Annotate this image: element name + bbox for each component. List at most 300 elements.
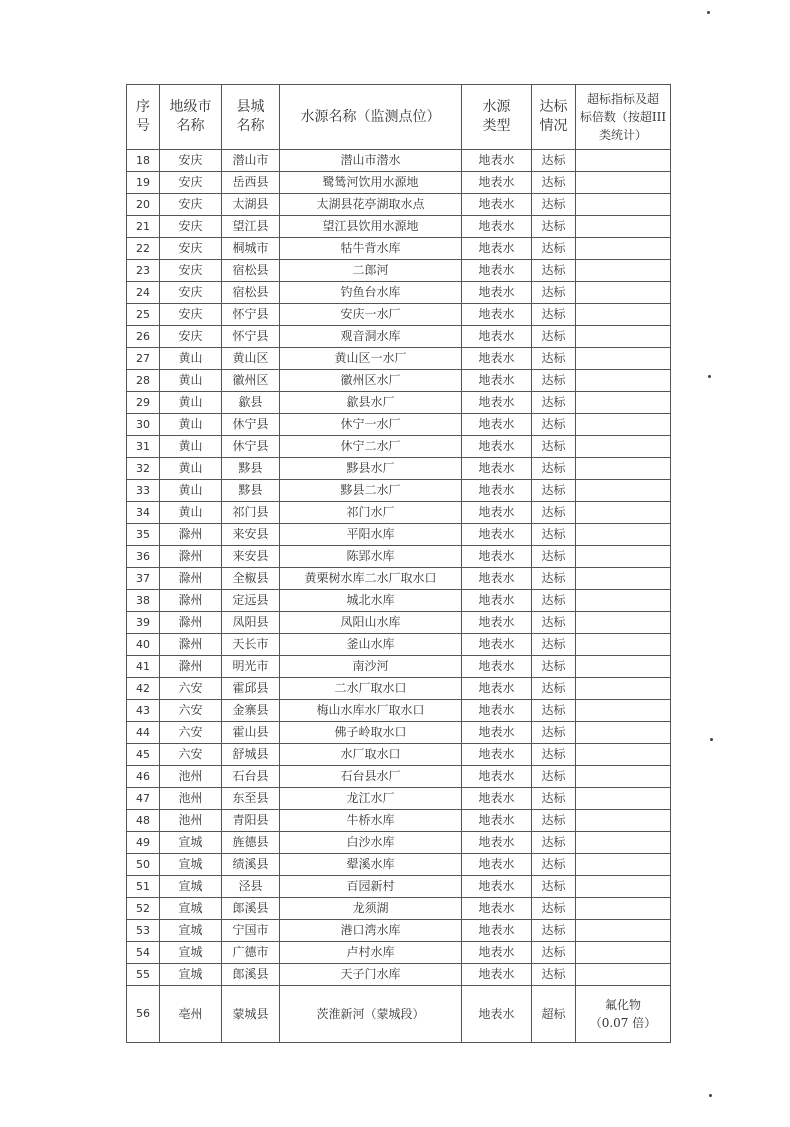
table-row — [127, 942, 671, 964]
cell-city: 宣城 — [160, 920, 222, 942]
cell-compliance: 达标 — [532, 722, 576, 744]
cell-seq: 36 — [127, 546, 160, 568]
cell-compliance: 达标 — [532, 590, 576, 612]
cell-seq: 23 — [127, 260, 160, 282]
cell-source-type: 地表水 — [462, 326, 532, 348]
cell-seq: 53 — [127, 920, 160, 942]
cell-city: 宣城 — [160, 854, 222, 876]
table-row — [127, 458, 671, 480]
cell-city: 安庆 — [160, 260, 222, 282]
cell-compliance: 达标 — [532, 700, 576, 722]
cell-exceed — [576, 898, 671, 920]
cell-compliance: 达标 — [532, 766, 576, 788]
cell-seq: 50 — [127, 854, 160, 876]
cell-seq: 56 — [127, 986, 160, 1043]
cell-compliance: 达标 — [532, 898, 576, 920]
cell-compliance: 达标 — [532, 744, 576, 766]
cell-seq: 26 — [127, 326, 160, 348]
cell-compliance: 达标 — [532, 348, 576, 370]
table-row — [127, 568, 671, 590]
cell-source-type: 地表水 — [462, 524, 532, 546]
cell-source-name: 佛子岭取水口 — [280, 722, 462, 744]
cell-seq: 30 — [127, 414, 160, 436]
cell-source-type: 地表水 — [462, 920, 532, 942]
scan-speck — [709, 1094, 712, 1097]
cell-source-name: 黟县水厂 — [280, 458, 462, 480]
cell-seq: 18 — [127, 150, 160, 172]
cell-exceed — [576, 656, 671, 678]
cell-exceed — [576, 172, 671, 194]
cell-source-type: 地表水 — [462, 260, 532, 282]
cell-source-name: 徽州区水厂 — [280, 370, 462, 392]
cell-source-type: 地表水 — [462, 150, 532, 172]
cell-exceed — [576, 634, 671, 656]
cell-source-name: 歙县水厂 — [280, 392, 462, 414]
cell-city: 宣城 — [160, 942, 222, 964]
cell-city: 池州 — [160, 766, 222, 788]
table-row — [127, 766, 671, 788]
cell-exceed — [576, 590, 671, 612]
cell-seq: 48 — [127, 810, 160, 832]
cell-source-name: 凤阳山水库 — [280, 612, 462, 634]
cell-compliance: 达标 — [532, 216, 576, 238]
table-row — [127, 436, 671, 458]
header-seq: 序 号 — [127, 85, 160, 150]
table-body — [127, 150, 671, 1043]
cell-source-type: 地表水 — [462, 304, 532, 326]
cell-compliance: 达标 — [532, 612, 576, 634]
table-row — [127, 392, 671, 414]
cell-source-name: 石台县水厂 — [280, 766, 462, 788]
table-row — [127, 172, 671, 194]
cell-county: 徽州区 — [222, 370, 280, 392]
cell-county: 休宁县 — [222, 436, 280, 458]
cell-seq: 46 — [127, 766, 160, 788]
cell-exceed — [576, 766, 671, 788]
table-row — [127, 634, 671, 656]
header-row — [127, 85, 671, 150]
cell-source-type: 地表水 — [462, 722, 532, 744]
cell-county: 金寨县 — [222, 700, 280, 722]
scan-speck — [710, 738, 713, 741]
cell-compliance: 达标 — [532, 194, 576, 216]
cell-county: 太湖县 — [222, 194, 280, 216]
cell-city: 安庆 — [160, 326, 222, 348]
cell-source-type: 地表水 — [462, 832, 532, 854]
cell-source-name: 黄山区一水厂 — [280, 348, 462, 370]
cell-seq: 54 — [127, 942, 160, 964]
cell-exceed — [576, 832, 671, 854]
cell-city: 黄山 — [160, 392, 222, 414]
cell-source-type: 地表水 — [462, 766, 532, 788]
cell-source-type: 地表水 — [462, 414, 532, 436]
cell-seq: 22 — [127, 238, 160, 260]
cell-county: 怀宁县 — [222, 304, 280, 326]
cell-source-name: 釜山水库 — [280, 634, 462, 656]
cell-compliance: 达标 — [532, 832, 576, 854]
cell-seq: 28 — [127, 370, 160, 392]
cell-source-type: 地表水 — [462, 964, 532, 986]
cell-compliance: 达标 — [532, 304, 576, 326]
cell-compliance: 超标 — [532, 986, 576, 1043]
cell-source-name: 白沙水库 — [280, 832, 462, 854]
cell-county: 定远县 — [222, 590, 280, 612]
table-row — [127, 920, 671, 942]
cell-county: 广德市 — [222, 942, 280, 964]
cell-source-type: 地表水 — [462, 590, 532, 612]
table-row — [127, 480, 671, 502]
cell-exceed — [576, 788, 671, 810]
table-row — [127, 502, 671, 524]
cell-exceed — [576, 810, 671, 832]
cell-county: 祁门县 — [222, 502, 280, 524]
cell-source-type: 地表水 — [462, 986, 532, 1043]
cell-compliance: 达标 — [532, 392, 576, 414]
cell-seq: 21 — [127, 216, 160, 238]
cell-city: 黄山 — [160, 436, 222, 458]
table-row — [127, 238, 671, 260]
table-row — [127, 326, 671, 348]
cell-exceed — [576, 216, 671, 238]
cell-city: 黄山 — [160, 502, 222, 524]
cell-city: 六安 — [160, 744, 222, 766]
cell-source-type: 地表水 — [462, 876, 532, 898]
cell-exceed — [576, 546, 671, 568]
table-row — [127, 260, 671, 282]
cell-exceed — [576, 194, 671, 216]
cell-source-name: 黄栗树水库二水厂取水口 — [280, 568, 462, 590]
table-row — [127, 370, 671, 392]
cell-source-type: 地表水 — [462, 898, 532, 920]
table-row — [127, 216, 671, 238]
cell-seq: 38 — [127, 590, 160, 612]
cell-source-type: 地表水 — [462, 194, 532, 216]
cell-city: 黄山 — [160, 370, 222, 392]
cell-city: 六安 — [160, 700, 222, 722]
cell-source-name: 太湖县花亭湖取水点 — [280, 194, 462, 216]
cell-compliance: 达标 — [532, 546, 576, 568]
cell-county: 桐城市 — [222, 238, 280, 260]
cell-exceed — [576, 304, 671, 326]
cell-source-type: 地表水 — [462, 238, 532, 260]
cell-city: 黄山 — [160, 414, 222, 436]
cell-county: 东至县 — [222, 788, 280, 810]
cell-exceed — [576, 502, 671, 524]
table-row — [127, 348, 671, 370]
cell-source-type: 地表水 — [462, 458, 532, 480]
cell-source-name: 天子门水库 — [280, 964, 462, 986]
cell-source-name: 南沙河 — [280, 656, 462, 678]
cell-source-name: 梅山水库水厂取水口 — [280, 700, 462, 722]
cell-county: 黟县 — [222, 458, 280, 480]
cell-source-type: 地表水 — [462, 480, 532, 502]
cell-source-name: 牛桥水库 — [280, 810, 462, 832]
cell-source-type: 地表水 — [462, 348, 532, 370]
cell-exceed — [576, 480, 671, 502]
cell-source-type: 地表水 — [462, 568, 532, 590]
cell-city: 滁州 — [160, 656, 222, 678]
header-source-type: 水源 类型 — [462, 85, 532, 150]
cell-seq: 51 — [127, 876, 160, 898]
cell-county: 霍邱县 — [222, 678, 280, 700]
cell-source-type: 地表水 — [462, 392, 532, 414]
cell-seq: 27 — [127, 348, 160, 370]
cell-source-name: 翚溪水库 — [280, 854, 462, 876]
cell-city: 安庆 — [160, 216, 222, 238]
table-row — [127, 656, 671, 678]
cell-seq: 29 — [127, 392, 160, 414]
cell-seq: 43 — [127, 700, 160, 722]
header-compliance: 达标 情况 — [532, 85, 576, 150]
scan-speck — [708, 375, 711, 378]
table-row — [127, 744, 671, 766]
table-row — [127, 414, 671, 436]
cell-source-type: 地表水 — [462, 700, 532, 722]
cell-county: 明光市 — [222, 656, 280, 678]
cell-county: 舒城县 — [222, 744, 280, 766]
cell-seq: 24 — [127, 282, 160, 304]
cell-source-name: 休宁二水厂 — [280, 436, 462, 458]
cell-compliance: 达标 — [532, 480, 576, 502]
cell-source-type: 地表水 — [462, 546, 532, 568]
cell-compliance: 达标 — [532, 656, 576, 678]
table-row — [127, 722, 671, 744]
cell-exceed — [576, 414, 671, 436]
cell-exceed — [576, 612, 671, 634]
cell-source-name: 龙须湖 — [280, 898, 462, 920]
cell-compliance: 达标 — [532, 326, 576, 348]
cell-compliance: 达标 — [532, 634, 576, 656]
cell-compliance: 达标 — [532, 876, 576, 898]
cell-county: 岳西县 — [222, 172, 280, 194]
cell-seq: 42 — [127, 678, 160, 700]
cell-source-type: 地表水 — [462, 370, 532, 392]
cell-city: 池州 — [160, 810, 222, 832]
cell-source-name: 鹭鸶河饮用水源地 — [280, 172, 462, 194]
cell-exceed — [576, 282, 671, 304]
cell-exceed — [576, 436, 671, 458]
table-row — [127, 524, 671, 546]
cell-source-name: 平阳水库 — [280, 524, 462, 546]
cell-city: 黄山 — [160, 458, 222, 480]
cell-seq: 33 — [127, 480, 160, 502]
cell-exceed — [576, 722, 671, 744]
cell-county: 潜山市 — [222, 150, 280, 172]
cell-county: 绩溪县 — [222, 854, 280, 876]
table-row — [127, 854, 671, 876]
cell-exceed — [576, 744, 671, 766]
cell-city: 滁州 — [160, 568, 222, 590]
table-row — [127, 788, 671, 810]
cell-exceed — [576, 260, 671, 282]
cell-seq: 37 — [127, 568, 160, 590]
cell-city: 黄山 — [160, 480, 222, 502]
cell-seq: 25 — [127, 304, 160, 326]
cell-seq: 44 — [127, 722, 160, 744]
cell-exceed — [576, 568, 671, 590]
cell-county: 天长市 — [222, 634, 280, 656]
cell-seq: 45 — [127, 744, 160, 766]
cell-source-name: 黟县二水厂 — [280, 480, 462, 502]
cell-county: 蒙城县 — [222, 986, 280, 1043]
cell-source-type: 地表水 — [462, 854, 532, 876]
cell-seq: 52 — [127, 898, 160, 920]
cell-compliance: 达标 — [532, 260, 576, 282]
cell-seq: 49 — [127, 832, 160, 854]
cell-city: 宣城 — [160, 832, 222, 854]
cell-source-name: 卢村水库 — [280, 942, 462, 964]
cell-source-name: 陈郢水库 — [280, 546, 462, 568]
cell-exceed — [576, 370, 671, 392]
cell-seq: 40 — [127, 634, 160, 656]
cell-county: 休宁县 — [222, 414, 280, 436]
water-source-table — [126, 84, 671, 1043]
cell-source-name: 牯牛背水库 — [280, 238, 462, 260]
cell-city: 滁州 — [160, 634, 222, 656]
cell-county: 宿松县 — [222, 282, 280, 304]
cell-city: 宣城 — [160, 964, 222, 986]
cell-seq: 19 — [127, 172, 160, 194]
cell-source-name: 百园新村 — [280, 876, 462, 898]
cell-exceed — [576, 700, 671, 722]
cell-compliance: 达标 — [532, 788, 576, 810]
cell-city: 安庆 — [160, 304, 222, 326]
cell-compliance: 达标 — [532, 502, 576, 524]
cell-exceed — [576, 326, 671, 348]
cell-seq: 39 — [127, 612, 160, 634]
cell-source-name: 水厂取水口 — [280, 744, 462, 766]
cell-city: 安庆 — [160, 238, 222, 260]
table-row — [127, 964, 671, 986]
cell-source-type: 地表水 — [462, 810, 532, 832]
cell-exceed — [576, 524, 671, 546]
cell-county: 歙县 — [222, 392, 280, 414]
cell-county: 来安县 — [222, 546, 280, 568]
cell-source-name: 港口湾水库 — [280, 920, 462, 942]
table-row — [127, 194, 671, 216]
cell-exceed — [576, 876, 671, 898]
cell-compliance: 达标 — [532, 370, 576, 392]
cell-source-type: 地表水 — [462, 678, 532, 700]
table-row — [127, 150, 671, 172]
cell-source-name: 二郎河 — [280, 260, 462, 282]
cell-exceed — [576, 920, 671, 942]
cell-compliance: 达标 — [532, 172, 576, 194]
cell-source-type: 地表水 — [462, 612, 532, 634]
cell-source-type: 地表水 — [462, 634, 532, 656]
cell-city: 亳州 — [160, 986, 222, 1043]
cell-city: 宣城 — [160, 898, 222, 920]
table-header — [127, 85, 671, 150]
cell-city: 池州 — [160, 788, 222, 810]
cell-compliance: 达标 — [532, 150, 576, 172]
cell-county: 泾县 — [222, 876, 280, 898]
cell-exceed — [576, 150, 671, 172]
cell-city: 安庆 — [160, 282, 222, 304]
cell-exceed — [576, 964, 671, 986]
cell-exceed — [576, 238, 671, 260]
cell-source-type: 地表水 — [462, 216, 532, 238]
cell-county: 凤阳县 — [222, 612, 280, 634]
cell-exceed — [576, 678, 671, 700]
cell-source-name: 望江县饮用水源地 — [280, 216, 462, 238]
cell-compliance: 达标 — [532, 458, 576, 480]
cell-compliance: 达标 — [532, 854, 576, 876]
cell-source-name: 城北水库 — [280, 590, 462, 612]
cell-source-type: 地表水 — [462, 744, 532, 766]
cell-city: 安庆 — [160, 172, 222, 194]
cell-exceed — [576, 942, 671, 964]
cell-seq: 47 — [127, 788, 160, 810]
cell-source-type: 地表水 — [462, 942, 532, 964]
cell-source-name: 茨淮新河（蒙城段） — [280, 986, 462, 1043]
cell-county: 来安县 — [222, 524, 280, 546]
cell-source-type: 地表水 — [462, 282, 532, 304]
cell-source-name: 安庆一水厂 — [280, 304, 462, 326]
table-row — [127, 832, 671, 854]
cell-city: 滁州 — [160, 590, 222, 612]
cell-county: 郎溪县 — [222, 964, 280, 986]
cell-city: 六安 — [160, 678, 222, 700]
table-row — [127, 876, 671, 898]
cell-source-name: 潜山市潜水 — [280, 150, 462, 172]
cell-seq: 55 — [127, 964, 160, 986]
cell-source-type: 地表水 — [462, 172, 532, 194]
table-row — [127, 700, 671, 722]
cell-source-type: 地表水 — [462, 788, 532, 810]
cell-county: 郎溪县 — [222, 898, 280, 920]
header-city: 地级市 名称 — [160, 85, 222, 150]
cell-exceed — [576, 348, 671, 370]
table-row — [127, 986, 671, 1043]
cell-county: 旌德县 — [222, 832, 280, 854]
scan-speck — [707, 11, 710, 14]
cell-seq: 20 — [127, 194, 160, 216]
table-row — [127, 282, 671, 304]
header-exceed-indicator: 超标指标及超 标倍数（按超III 类统计） — [576, 85, 671, 150]
cell-compliance: 达标 — [532, 524, 576, 546]
cell-compliance: 达标 — [532, 436, 576, 458]
cell-compliance: 达标 — [532, 810, 576, 832]
table-row — [127, 304, 671, 326]
table-row — [127, 810, 671, 832]
cell-exceed — [576, 854, 671, 876]
cell-compliance: 达标 — [532, 678, 576, 700]
cell-source-name: 祁门水厂 — [280, 502, 462, 524]
header-county: 县城 名称 — [222, 85, 280, 150]
cell-city: 滁州 — [160, 524, 222, 546]
cell-exceed: 氟化物 （0.07 倍） — [576, 986, 671, 1043]
cell-source-type: 地表水 — [462, 502, 532, 524]
cell-county: 宿松县 — [222, 260, 280, 282]
cell-exceed — [576, 458, 671, 480]
cell-county: 全椒县 — [222, 568, 280, 590]
cell-compliance: 达标 — [532, 568, 576, 590]
cell-seq: 31 — [127, 436, 160, 458]
cell-county: 霍山县 — [222, 722, 280, 744]
table-row — [127, 678, 671, 700]
cell-source-name: 钓鱼台水库 — [280, 282, 462, 304]
cell-seq: 41 — [127, 656, 160, 678]
table-row — [127, 590, 671, 612]
table-row — [127, 612, 671, 634]
cell-city: 六安 — [160, 722, 222, 744]
cell-source-name: 休宁一水厂 — [280, 414, 462, 436]
cell-compliance: 达标 — [532, 964, 576, 986]
cell-source-name: 观音洞水库 — [280, 326, 462, 348]
cell-county: 青阳县 — [222, 810, 280, 832]
cell-county: 怀宁县 — [222, 326, 280, 348]
